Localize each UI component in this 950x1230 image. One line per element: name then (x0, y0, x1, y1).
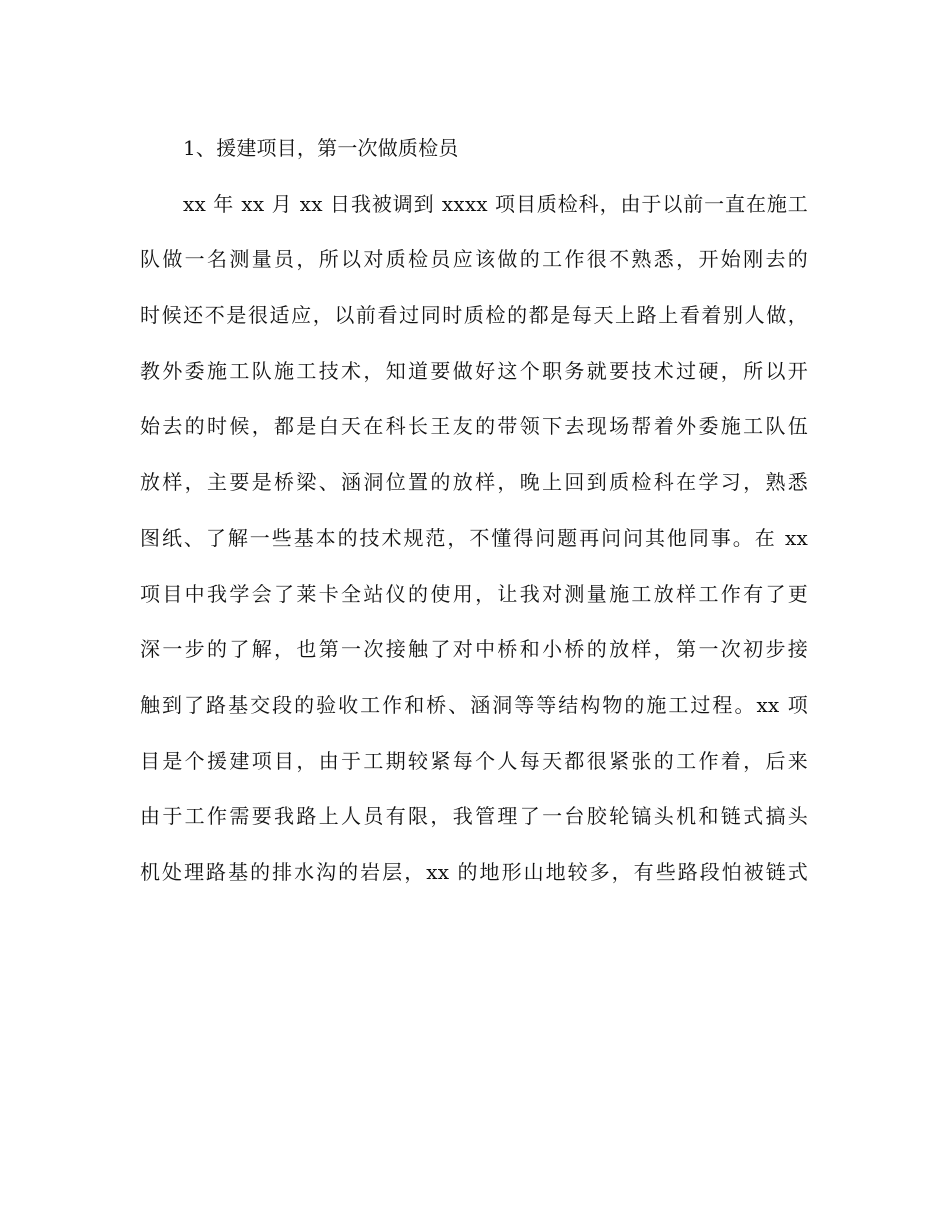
paragraph-line: 项目中我学会了莱卡全站仪的使用，让我对测量施工放样工作有了更 (140, 581, 808, 606)
paragraph-line: 机处理路基的排水沟的岩层，xx 的地形山地较多，有些路段怕被链式 (140, 859, 808, 884)
paragraph-line: 教外委施工队施工技术，知道要做好这个职务就要技术过硬，所以开 (140, 358, 808, 383)
paragraph-line: 目是个援建项目，由于工期较紧每个人每天都很紧张的工作着，后来 (140, 748, 808, 773)
paragraph-line: 触到了路基交段的验收工作和桥、涵洞等等结构物的施工过程。xx 项 (140, 692, 808, 717)
paragraph-line: 由于工作需要我路上人员有限，我管理了一台胶轮镐头机和链式搞头 (140, 804, 808, 829)
paragraph-line: 队做一名测量员，所以对质检员应该做的工作很不熟悉，开始刚去的 (140, 247, 808, 272)
paragraph-line: xx 年 xx 月 xx 日我被调到 xxxx 项目质检科，由于以前一直在施工 (183, 191, 808, 216)
paragraph-line: 放样，主要是桥梁、涵洞位置的放样，晚上回到质检科在学习，熟悉 (140, 470, 808, 495)
paragraph-line: 时候还不是很适应，以前看过同时质检的都是每天上路上看着别人做， (140, 303, 808, 328)
body-text (140, 126, 808, 906)
section-heading: 1、援建项目，第一次做质检员 (183, 136, 459, 160)
paragraph-line: 图纸、了解一些基本的技术规范，不懂得问题再问问其他同事。在 xx (140, 525, 808, 550)
paragraph-line: 深一步的了解，也第一次接触了对中桥和小桥的放样，第一次初步接 (140, 637, 808, 662)
paragraph-line: 始去的时候，都是白天在科长王友的带领下去现场帮着外委施工队伍 (140, 414, 808, 439)
